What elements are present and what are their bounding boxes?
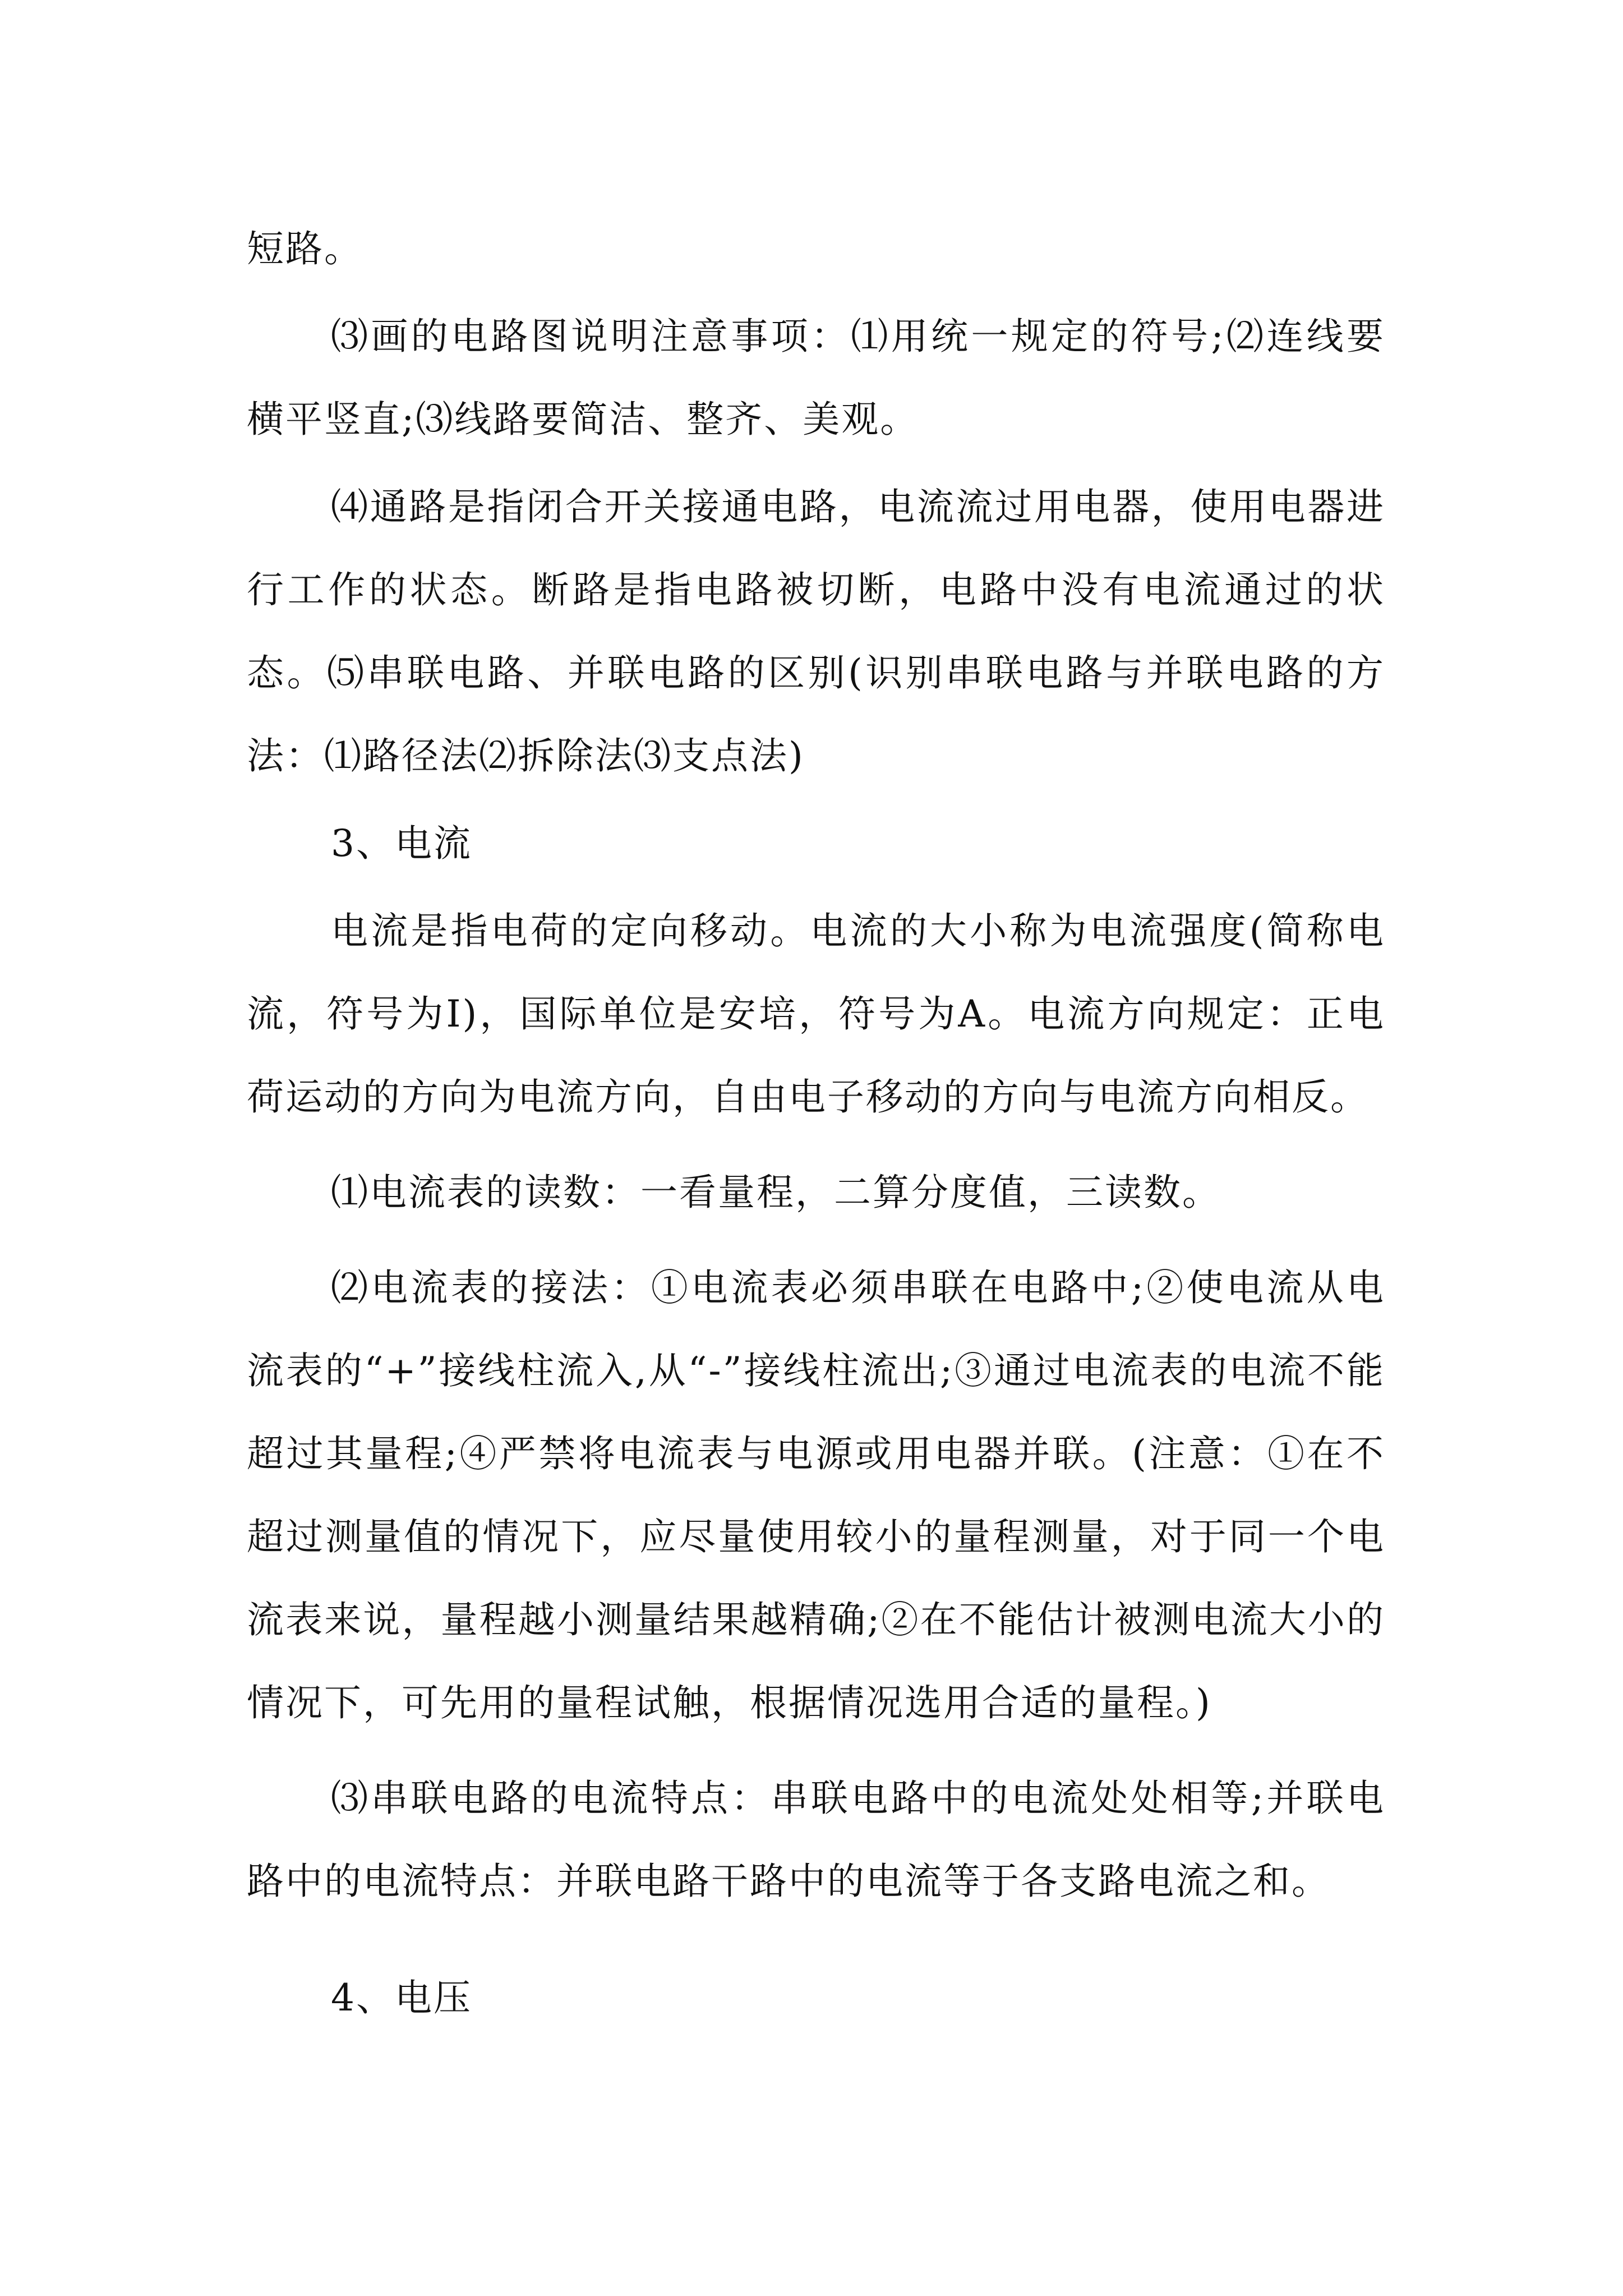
paragraph-current-characteristics: ⑶串联电路的电流特点：串联电路中的电流处处相等;并联电路中的电流特点：并联电路干路中的电流等于各支路电流之和。 [247, 1777, 1385, 1903]
section-heading-current: 3、电流 [331, 822, 472, 865]
paragraph-short-circuit-end: 短路。 [247, 227, 363, 270]
paragraph-circuit-diagram-notes: ⑶画的电路图说明注意事项：⑴用统一规定的符号;⑵连线要横平竖直;⑶线路要简洁、整齐、美观。 [247, 315, 1385, 441]
document-page [247, 208, 1385, 2040]
paragraph-ammeter-reading: ⑴电流表的读数：一看量程，二算分度值，三读数。 [331, 1171, 1221, 1214]
paragraph-current-definition: 电流是指电荷的定向移动。电流的大小称为电流强度(简称电流，符号为I)，国际单位是安培，符号为A。电流方向规定：正电荷运动的方向为电流方向，自由电子移动的方向与电流方向相反。 [247, 909, 1385, 1119]
paragraph-ammeter-connection: ⑵电流表的接法：①电流表必须串联在电路中;②使电流从电流表的“+”接线柱流入,从“-”接线柱流出;③通过电流表的电流不能超过其量程;④严禁将电流表与电源或用电器并联。(注意：①在不超过测量值的情况下，应尽量使用较小的量程测量，对于同一个电流表来说，量程越小测量结果越精确;②在不能估计被测电流大小的情况下，可先用的量程试触，根据情况选用合适的量程。) [247, 1266, 1385, 1724]
section-heading-voltage: 4、电压 [331, 1976, 472, 2019]
paragraph-closed-open-circuit: ⑷通路是指闭合开关接通电路，电流流过用电器，使用电器进行工作的状态。断路是指电路被切断，电路中没有电流通过的状态。⑸串联电路、并联电路的区别(识别串联电路与并联电路的方法：⑴路径法⑵拆除法⑶支点法) [247, 485, 1385, 777]
